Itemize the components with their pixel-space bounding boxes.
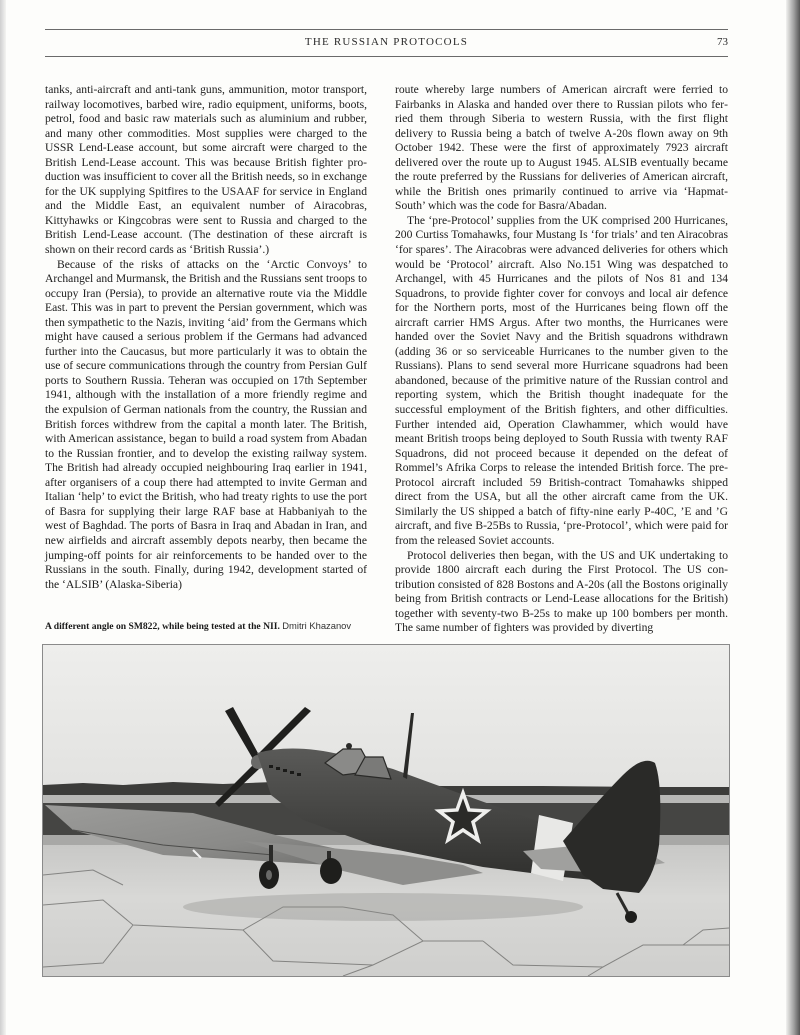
paragraph: Protocol deliveries then began, with the US and UK undertaking to provide 1800 aircraft each during the First Protocol. The US contribution consisted of 828 Bostons and A-20s (all the Bostons originally being from British contracts or Lend-Lease allocations for the British) together with seventy-two B-25s to make up 100 bombers per month. The same number of fighters was provided by diverting	[395, 548, 728, 635]
paragraph: The ‘pre-Protocol’ supplies from the UK comprised 200 Hurricanes, 200 Curtiss Tomahawks, four Mustang Is ‘for trials’ and ten Airacobras ‘for spares’. The Airacobras were advanced deliveries for others which would be ‘Protocol’ aircraft. Also No.151 Wing was despatched to Archangel, with 45 Hurricanes and the pilots of Nos 81 and 134 Squadrons, to provide fighter cover for convoys and local air defence for the Northern ports, most of the Hurricanes being flown off the aircraft carrier HMS Argus. After two months, the Hurricanes were handed over the Soviet Navy and the British squadrons withdrawn (adding 36 or so serviceable Hurricanes to the number given to the Russians). Plans to send several more Hurricane squadrons had been abandoned, because of the primitive nature of the Russian control and reporting system, which the British thought inadequate for the successful employment of the British fighters, and other difficulties. Further intended aid, Operation Clawhammer, which would have meant British troops being deployed to South Russia with twenty RAF Squadrons, did not proceed because it depended on the defeat of Rommel’s Afrika Corps to release the intended British force. The pre-Protocol aircraft included 59 British-contract Tomahawks shipped direct from the USA, but all the other aircraft came from the UK. Similarly the US shipped a batch of fifty-nine early P-40C, ’E and ’G aircraft, and five B-25Bs to Russia, ‘pre-Protocol’, which were paid for from the released Soviet accounts.	[395, 213, 728, 547]
paragraph: tanks, anti-aircraft and anti-tank guns, ammunition, motor transport, railway locomotives, barbed wire, radio equipment, uniforms, boots, petrol, food and basic raw materials such as aluminium and rubber, and many other commodities. Most supplies were charged to the USSR Lend-Lease account, but some aircraft were charged to the British Lend-Lease account. This was because British fighter production was insufficient to cover all the British needs, so in exchange for the UK supplying Spitfires to the USAAF for service in England and the Middle East, an equivalent number of Airacobras, Kittyhawks or Kingcobras were sent to Russia and charged to the British Lend-Lease account. (The destination of these aircraft is shown on their record cards as ‘British Russia’.)	[45, 83, 367, 257]
spitfire-photo-illustration	[43, 645, 729, 976]
running-head: THE RUSSIAN PROTOCOLS	[304, 36, 469, 48]
header-rule-bottom	[45, 56, 728, 57]
right-text-column	[395, 83, 728, 636]
figure-caption	[45, 620, 385, 632]
paragraph: Because of the risks of attacks on the ‘Arctic Convoys’ to Archangel and Murmansk, the British and the Russians sent troops to occupy Iran (Persia), to provide an alternative route via the Middle East. This was in part to prevent the Persian government, which was then sympathetic to the Nazis, inviting ‘aid’ from the Germans which might have caused a serious problem if the Germans had advanced further into the Caucasus, but more particularly it was to obtain the use of secure communications through the country from Persian Gulf ports to Southern Russia. Teheran was occupied on 17th September 1941, although with the installation of a more friendly regime and the expulsion of German nationals from the country, the Russian and British forces withdrew from the capital a month later. The British, with American assistance, began to build a road system from Abadan to the Russian frontier, and to develop the existing railway system. The British had already occupied neighbouring Iraq earlier in 1941, after organisers of a coup there had attempted to invite German and Italian ‘help’ to evict the British, who had treaty rights to use the port of Basra for supplying their large RAF base at Habbaniyah to the west of Baghdad. The ports of Basra in Iraq and Abadan in Iran, and new airfields and aircraft assembly depots nearby, then became the jumping-off points for air reinforcements to be handed over to the Russians in the south. Finally, during 1942, development started of the ‘ALSIB’ (Alaska-Siberia)	[45, 257, 367, 591]
left-text-column	[45, 83, 367, 592]
paragraph: route whereby large numbers of American aircraft were ferried to Fairbanks in Alaska and handed over there to Russian pilots who ferried them through Siberia to western Russia, with the first flight delivery to Russia being a batch of twelve A-20s flown away on 9th October 1942. These were the first of approximately 7923 aircraft delivered over the route up to August 1945. ALSIB eventually became the route preferred by the Russians for deliveries of American aircraft, while the British ones primarily continued to arrive via ‘Hapmat-South’ which was the code for Basra/Abadan.	[395, 83, 728, 213]
header-rule-top	[45, 29, 728, 30]
caption-text: A different angle on SM822, while being tested at the NII.	[45, 621, 280, 632]
page-edge-shadow-right	[786, 0, 800, 1035]
photo-credit: Dmitri Khazanov	[282, 620, 352, 631]
page-edge-shadow-left	[0, 0, 6, 1035]
aircraft-photo	[42, 644, 730, 977]
page-number: 73	[717, 36, 728, 48]
